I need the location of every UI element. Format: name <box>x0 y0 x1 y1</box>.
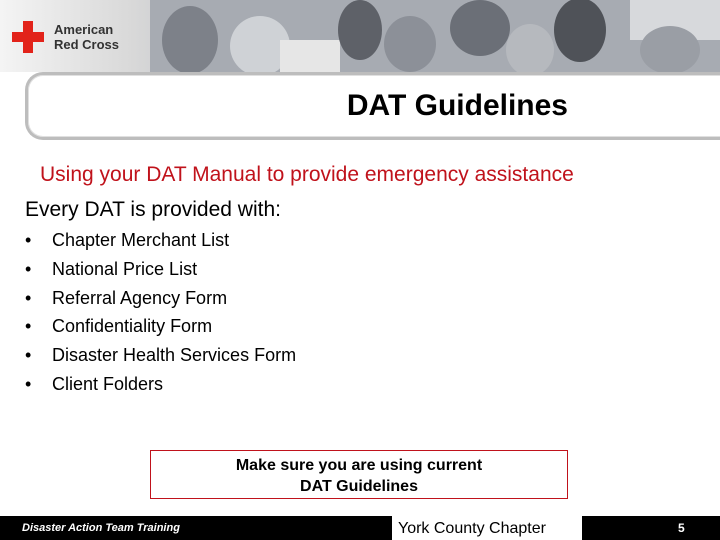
bullet-item <box>25 315 296 344</box>
title-frame <box>25 72 720 140</box>
reminder-note-box <box>150 450 568 499</box>
slide-subtitle: Using your DAT Manual to provide emergency assistance <box>40 163 574 186</box>
bullet-icon: • <box>25 373 32 394</box>
logo-line-1: American <box>54 22 114 37</box>
bullet-icon: • <box>25 230 32 250</box>
bullet-item <box>25 258 296 287</box>
header-banner <box>0 0 720 72</box>
bullet-icon: • <box>25 287 32 308</box>
footer-bar <box>0 516 720 540</box>
bullet-icon: • <box>25 258 32 279</box>
american-red-cross-logo <box>10 20 130 56</box>
photo-figure <box>162 6 218 72</box>
photo-figure <box>384 16 436 72</box>
bullet-item <box>25 229 296 258</box>
page-number: 5 <box>678 521 685 535</box>
bullet-icon: • <box>25 316 32 337</box>
bullet-text: Confidentiality Form <box>52 316 213 337</box>
bullet-item <box>25 373 296 402</box>
bullet-text: Chapter Merchant List <box>52 230 230 250</box>
banner-photo <box>150 0 720 72</box>
photo-figure <box>554 0 606 62</box>
note-line-2: DAT Guidelines <box>300 478 418 495</box>
footer-chapter-box <box>392 516 582 540</box>
bullet-text: Referral Agency Form <box>52 287 228 308</box>
bullet-text: Disaster Health Services Form <box>52 345 297 366</box>
bullet-text: National Price List <box>52 258 198 279</box>
bullet-text: Client Folders <box>52 373 164 394</box>
photo-figure <box>338 0 382 60</box>
photo-figure <box>450 0 510 56</box>
bullet-item <box>25 287 296 316</box>
bullet-icon: • <box>25 345 32 366</box>
slide-title: DAT Guidelines <box>346 89 568 122</box>
photo-box <box>280 40 340 72</box>
bullet-item <box>25 344 296 373</box>
logo-line-2: Red Cross <box>54 37 120 52</box>
red-cross-icon-vertical <box>23 21 33 53</box>
photo-figure <box>640 26 700 72</box>
logo-text <box>54 22 119 52</box>
footer-chapter-name: York County Chapter <box>398 520 546 537</box>
note-line-1: Make sure you are using current <box>235 457 483 474</box>
bullet-list <box>25 229 296 402</box>
footer-course-title: Disaster Action Team Training <box>22 522 180 534</box>
lead-text: Every DAT is provided with: <box>25 198 281 221</box>
